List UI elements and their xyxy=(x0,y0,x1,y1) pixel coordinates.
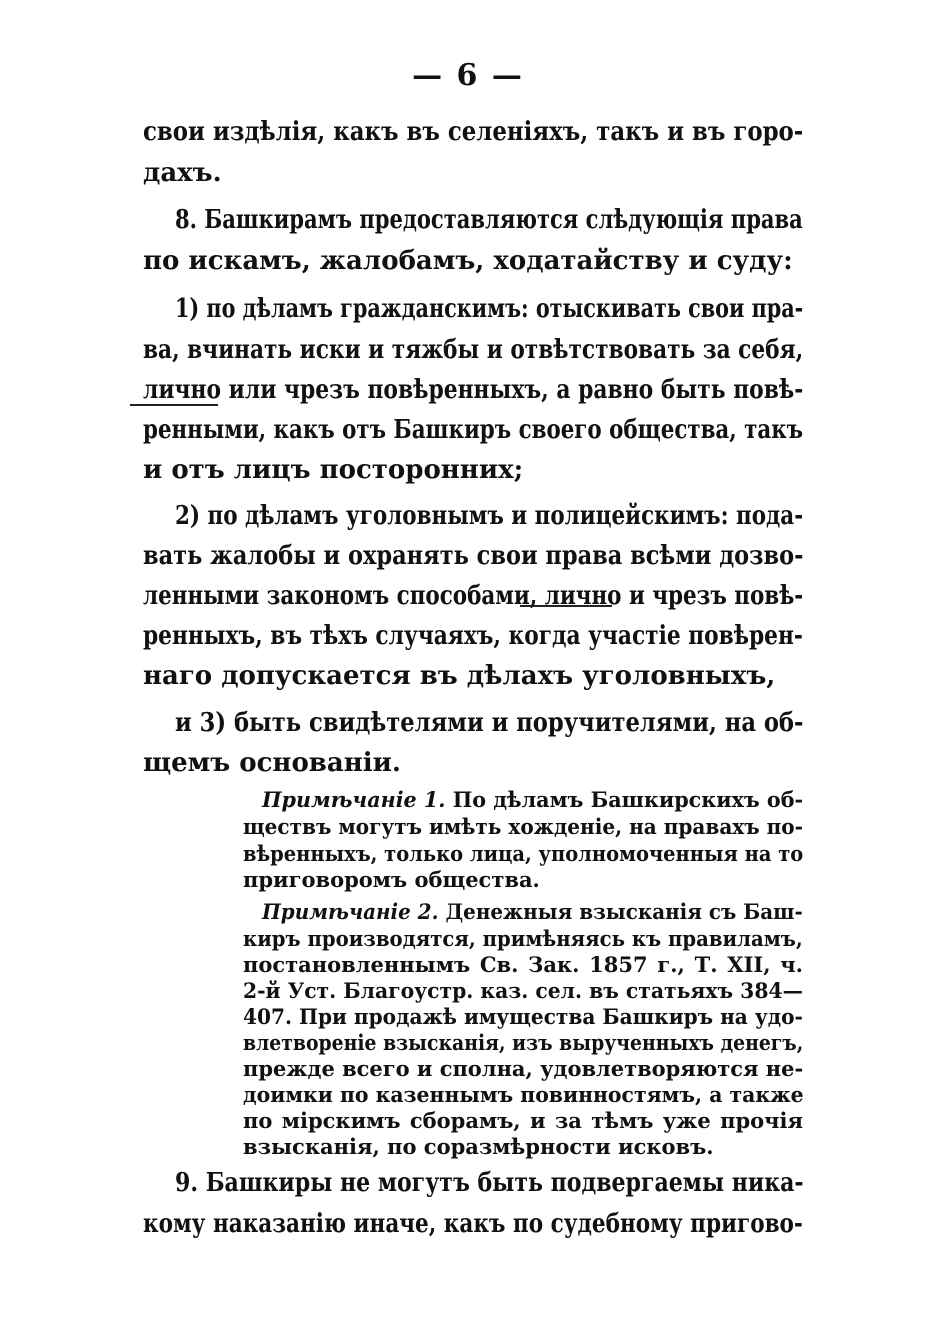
text-line: ренныхъ, въ тѣхъ случаяхъ, когда участіе повѣрен- xyxy=(143,621,803,651)
note-line: ществъ могутъ имѣть хожденіе, на правахъ по- xyxy=(243,814,803,839)
text-line: и отъ лицъ посторонних; xyxy=(143,455,524,485)
note-line: взысканія, по соразмѣрности исковъ. xyxy=(243,1134,714,1159)
note-line: 407. При продажѣ имущества Башкиръ на удо- xyxy=(243,1004,803,1029)
text-line: ленными закономъ способами, лично и чрезъ повѣ- xyxy=(143,581,804,611)
text-line: 8. Башкирамъ предоставляются слѣдующія права xyxy=(175,205,803,235)
note-label: Примѣчаніе 2. xyxy=(262,899,439,924)
underline-mark xyxy=(520,605,612,607)
text-line: свои издѣлія, какъ въ селеніяхъ, такъ и въ горо- xyxy=(143,117,804,147)
text-line: дахъ. xyxy=(143,158,222,188)
note-text: Денежныя взысканія съ Баш- xyxy=(445,899,803,924)
text-line: 2) по дѣламъ уголовнымъ и полицейскимъ: пода- xyxy=(175,501,804,531)
note-line: киръ производятся, примѣняясь къ правиламъ, xyxy=(243,926,803,951)
note-label: Примѣчаніе 1. xyxy=(262,787,446,812)
text-line: и 3) быть свидѣтелями и поручителями, на об- xyxy=(175,708,804,738)
note-line: по мірскимъ сборамъ, и за тѣмъ уже прочія xyxy=(243,1108,803,1133)
note-line xyxy=(262,786,803,814)
note-line: прежде всего и сполна, удовлетворяются не- xyxy=(243,1056,804,1081)
text-line: лично или чрезъ повѣренныхъ, а равно быть повѣ- xyxy=(143,375,804,405)
text-line: вать жалобы и охранять свои права всѣми дозво- xyxy=(143,541,804,571)
underline-mark xyxy=(130,404,218,406)
text-line: 9. Башкиры не могутъ быть подвергаемы ника- xyxy=(175,1168,804,1198)
note-line: доимки по казеннымъ повинностямъ, а также xyxy=(243,1082,804,1107)
text-line: по искамъ, жалобамъ, ходатайству и суду: xyxy=(143,246,793,276)
note-line: вѣренныхъ, только лица, уполномоченныя на то xyxy=(243,841,804,866)
page-number: — 6 — xyxy=(412,58,524,93)
note-line: 2-й Уст. Благоустр. каз. сел. въ статьяхъ 384— xyxy=(243,978,803,1003)
text-line: ренными, какъ отъ Башкиръ своего общества, такъ xyxy=(143,415,804,445)
text-line: наго допускается въ дѣлахъ уголовныхъ, xyxy=(143,661,776,691)
note-line: постановленнымъ Св. Зак. 1857 г., Т. XII, ч. xyxy=(243,952,803,977)
text-line: кому наказанію иначе, какъ по судебному пригово- xyxy=(143,1209,803,1239)
note-line xyxy=(262,898,803,926)
note-line: приговоромъ общества. xyxy=(243,867,540,892)
text-line: ва, вчинать иски и тяжбы и отвѣтствовать за себя, xyxy=(143,335,804,365)
text-line: щемъ основаніи. xyxy=(143,748,401,778)
note-line: влетвореніе взысканія, изъ вырученныхъ денегъ, xyxy=(243,1030,804,1055)
text-line: 1) по дѣламъ гражданскимъ: отыскивать свои пра- xyxy=(175,294,804,324)
note-text: По дѣламъ Башкирскихъ об- xyxy=(452,787,804,812)
